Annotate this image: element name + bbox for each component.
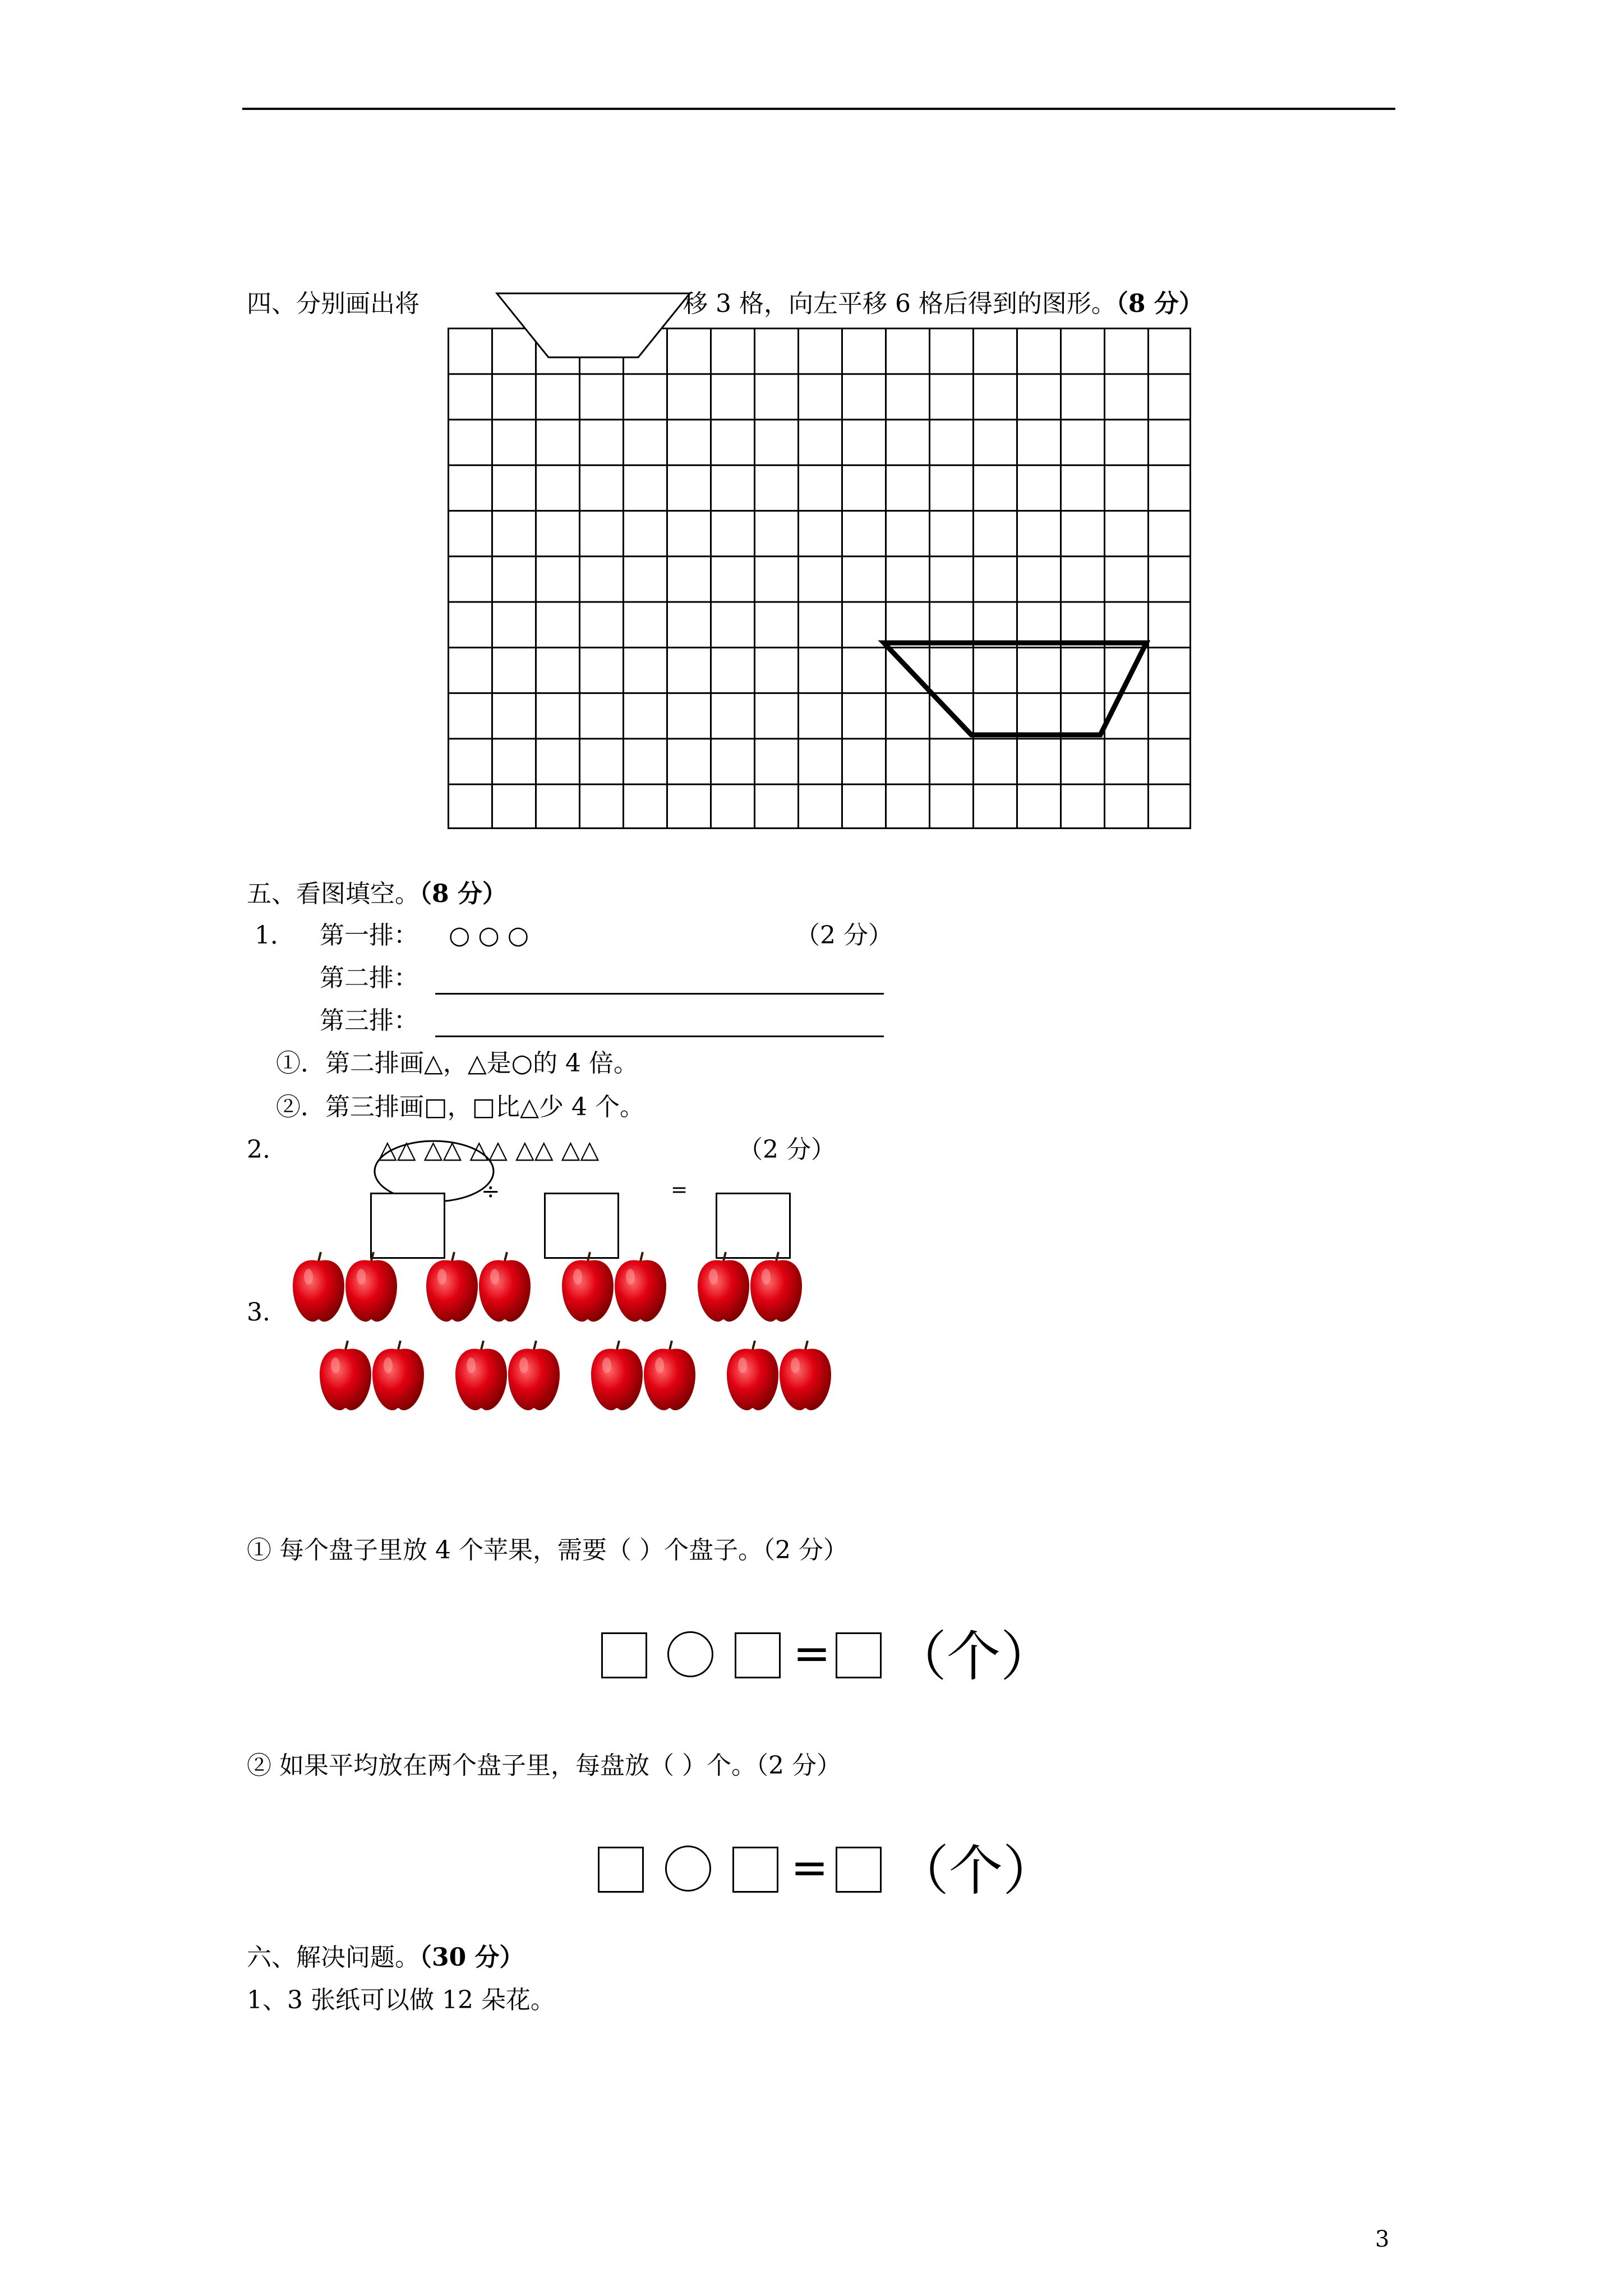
apple xyxy=(750,1252,802,1322)
apple xyxy=(615,1252,666,1322)
eq2-box-1[interactable] xyxy=(598,1847,644,1893)
apple xyxy=(345,1252,397,1322)
row1-label: 第一排： xyxy=(320,921,418,950)
equals-sign: = xyxy=(671,1179,688,1202)
q5-item2-num: 2. xyxy=(247,1135,270,1164)
apple xyxy=(644,1341,695,1410)
eq1-operator-circle[interactable] xyxy=(667,1631,713,1677)
q5-item3-num: 3. xyxy=(247,1298,270,1327)
q4-points: （8 分） xyxy=(1115,289,1204,318)
page-number: 3 xyxy=(1375,2226,1390,2252)
row1-circles: ○ ○ ○ xyxy=(449,921,529,950)
q6-points: （30 分） xyxy=(419,1943,524,1972)
eq1-box-1[interactable] xyxy=(601,1632,647,1678)
apple xyxy=(293,1252,344,1322)
eq1-box-3[interactable] xyxy=(836,1632,882,1678)
eq1-equals: = xyxy=(793,1627,831,1680)
q4-prefix: 四、分别画出将 xyxy=(247,289,419,318)
row3-label: 第三排： xyxy=(320,1006,418,1035)
q5-points: （8 分） xyxy=(419,880,507,908)
eq1-unit: （个） xyxy=(893,1625,1054,1688)
q4-suffix: 移 3 格，向左平移 6 格后得到的图形。 xyxy=(683,289,1116,318)
rule-2: ②．第三排画□，□比△少 4 个。 xyxy=(276,1093,644,1121)
eq1-box-2[interactable] xyxy=(735,1632,781,1678)
eq2-box-2[interactable] xyxy=(732,1847,778,1893)
row1-points: （2 分） xyxy=(795,921,893,950)
q5-item3-sub2: ② 如果平均放在两个盘子里，每盘放（ ）个。（2 分） xyxy=(247,1751,841,1780)
q5-item3-sub1: ① 每个盘子里放 4 个苹果，需要（ ）个盘子。（2 分） xyxy=(247,1536,848,1565)
apple xyxy=(562,1252,614,1322)
apple xyxy=(455,1341,507,1410)
q5-heading-text: 五、看图填空。 xyxy=(247,880,419,908)
q6-heading-text: 六、解决问题。 xyxy=(247,1943,419,1972)
q5-item2-points: （2 分） xyxy=(738,1135,836,1164)
eq2-box-3[interactable] xyxy=(836,1847,882,1893)
q5-item1-num: 1． xyxy=(255,921,295,950)
apple xyxy=(508,1341,560,1410)
rule-1: ①．第二排画△，△是○的 4 倍。 xyxy=(276,1049,639,1078)
triangle-row: △△ △△ △△ △△ △△ xyxy=(378,1135,600,1164)
apple xyxy=(426,1252,478,1322)
row2-label: 第二排： xyxy=(320,964,418,992)
apple xyxy=(479,1252,531,1322)
division-sign: ÷ xyxy=(481,1179,500,1204)
apple xyxy=(320,1341,371,1410)
q6-heading xyxy=(247,1942,524,1973)
apple xyxy=(780,1341,831,1410)
eq2-unit: （个） xyxy=(895,1839,1057,1902)
apple xyxy=(727,1341,778,1410)
apple xyxy=(372,1341,424,1410)
apple xyxy=(698,1252,749,1322)
apple xyxy=(591,1341,643,1410)
q6-item1: 1、3 张纸可以做 12 朵花。 xyxy=(247,1986,555,2014)
eq2-operator-circle[interactable] xyxy=(665,1846,711,1892)
eq2-equals: = xyxy=(791,1842,829,1894)
